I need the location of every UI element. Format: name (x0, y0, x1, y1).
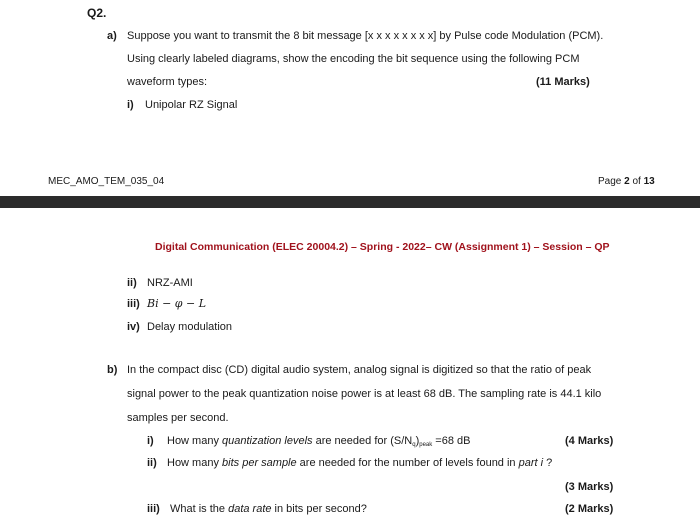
sub-question-2-marker: ii) (147, 457, 157, 469)
item-4-text: Delay modulation (147, 321, 232, 333)
part-a-line-1: Suppose you want to transmit the 8 bit message [x x x x x x x x] by Pulse code Modulation (PCM). (127, 30, 604, 42)
part-b-line-3: samples per second. (127, 412, 229, 424)
footer-doc-code: MEC_AMO_TEM_035_04 (48, 176, 165, 187)
sub-question-3-marker: iii) (147, 503, 160, 515)
page-break-gap (0, 196, 700, 208)
part-b-line-2: signal power to the peak quantization noise power is at least 68 dB. The sampling rate is 44.1 kilo (127, 388, 602, 400)
item-1-text: Unipolar RZ Signal (145, 99, 238, 111)
item-1-marker: i) (127, 99, 134, 111)
footer-page-number: Page 2 of 13 (598, 176, 655, 187)
sub-question-1-text: How many quantization levels are needed for $(S/N_q)_{peak} =68$ dB (167, 435, 471, 448)
document-page-bottom (0, 208, 700, 525)
item-2-text: NRZ-AMI (147, 277, 193, 289)
sub-question-1-marker: i) (147, 435, 154, 447)
document-page-top (0, 0, 700, 196)
part-b-marker: b) (107, 364, 118, 376)
sub-question-3-marks: (2 Marks) (565, 503, 614, 515)
sub-question-1-marks: (4 Marks) (565, 435, 614, 447)
item-3-marker: iii) (127, 298, 140, 310)
sub-question-2-marks: (3 Marks) (565, 481, 614, 493)
part-a-marks: (11 Marks) (536, 76, 590, 88)
question-number: Q2. (87, 6, 107, 20)
part-a-marker: a) (107, 30, 117, 42)
part-a-line-3: waveform types: (127, 76, 208, 88)
page-header: Digital Communication (ELEC 20004.2) – Spring - 2022– CW (Assignment 1) – Session – QP (155, 241, 610, 253)
item-4-marker: iv) (127, 321, 140, 333)
item-3-text: Bi − φ − L (147, 297, 207, 310)
part-a-line-2: Using clearly labeled diagrams, show the encoding the bit sequence using the following PCM (127, 53, 580, 65)
item-2-marker: ii) (127, 277, 137, 289)
part-b-line-1: In the compact disc (CD) digital audio system, analog signal is digitized so that the ratio of peak (127, 364, 592, 376)
sub-question-2-text: How many bits per sample are needed for the number of levels found in part i ? (167, 457, 553, 469)
sub-question-3-text: What is the data rate in bits per second? (170, 503, 367, 515)
